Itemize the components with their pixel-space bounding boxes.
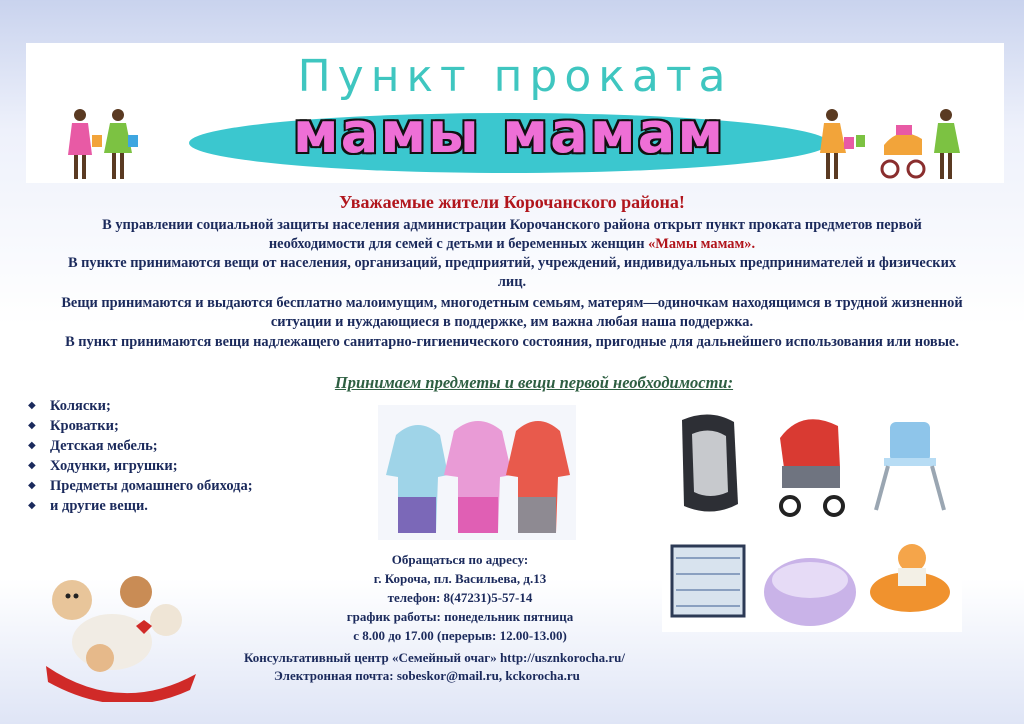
diamond-bullet-icon: ◆: [28, 440, 36, 451]
playpen-photo: [672, 546, 744, 616]
list-item: ◆ и другие вещи.: [28, 498, 148, 514]
page-heading: Уважаемые жители Корочанского района!: [339, 192, 685, 212]
project-name: «Мамы мамам».: [648, 235, 756, 252]
list-item: ◆ Ходунки, игрушки;: [28, 458, 178, 474]
list-item: ◆ Коляски;: [28, 398, 111, 414]
contact-schedule: график работы: понедельник пятница: [346, 609, 574, 624]
diamond-bullet-icon: ◆: [28, 460, 36, 471]
items-list: [28, 396, 253, 516]
paragraph-free-distribution: Вещи принимаются и выдаются бесплатно малоимущим, многодетным семьям, матерям—одиночкам находящимся в трудной жизненной ситуации и нуждающиеся в поддержке, им важна любая наша поддержка.: [61, 295, 963, 330]
banner-title: Пункт проката: [297, 51, 733, 102]
list-item: ◆ Кроватки;: [28, 418, 119, 434]
paragraph-intro-text: В управлении социальной защиты населения администрации Корочанского района открыт пункт проката предметов первой необходимости для семей с детьми и беременных женщин: [102, 217, 922, 252]
email-line: Электронная почта: sobeskor@mail.ru, kckorocha.ru: [274, 668, 580, 683]
diamond-bullet-icon: ◆: [28, 420, 36, 431]
winter-suits-photo: [378, 405, 576, 540]
car-seat-photo: [682, 414, 738, 511]
rocking-horse-toy-illustration: [40, 566, 200, 702]
contact-hours: с 8.00 до 17.00 (перерыв: 12.00-13.00): [353, 628, 567, 643]
diamond-bullet-icon: ◆: [28, 480, 36, 491]
banner: [26, 43, 1004, 183]
paragraph-condition: В пункт принимаются вещи надлежащего санитарно-гигиенического состояния, пригодные для дальнейшего использования или новые.: [65, 334, 959, 350]
list-item: ◆ Предметы домашнего обихода;: [28, 478, 253, 494]
paragraph-intro: [60, 216, 964, 253]
consult-center-line: Консультативный центр «Семейный очаг» http://usznkorocha.ru/: [244, 650, 626, 665]
diamond-bullet-icon: ◆: [28, 400, 36, 411]
contact-phone: телефон: 8(47231)5-57-14: [387, 590, 533, 605]
contact-block: [300, 550, 620, 645]
contact-label: Обращаться по адресу:: [391, 552, 529, 567]
items-subheading: Принимаем предметы и вещи первой необходимости:: [334, 373, 734, 392]
women-shopping-left-illustration: [62, 105, 142, 181]
paragraph-acceptance: В пункте принимаются вещи от населения, организаций, предприятий, учреждений, индивидуальных предпринимателей и физических лиц.: [67, 255, 957, 290]
women-stroller-right-illustration: [816, 105, 966, 181]
contact-address: г. Короча, пл. Васильева, д.13: [373, 571, 547, 586]
logo-text: мамы мамам: [292, 101, 726, 166]
cradle-photo: [764, 558, 856, 626]
list-item: ◆ Детская мебель;: [28, 438, 158, 454]
diamond-bullet-icon: ◆: [28, 500, 36, 511]
baby-products-photos: [662, 408, 962, 632]
